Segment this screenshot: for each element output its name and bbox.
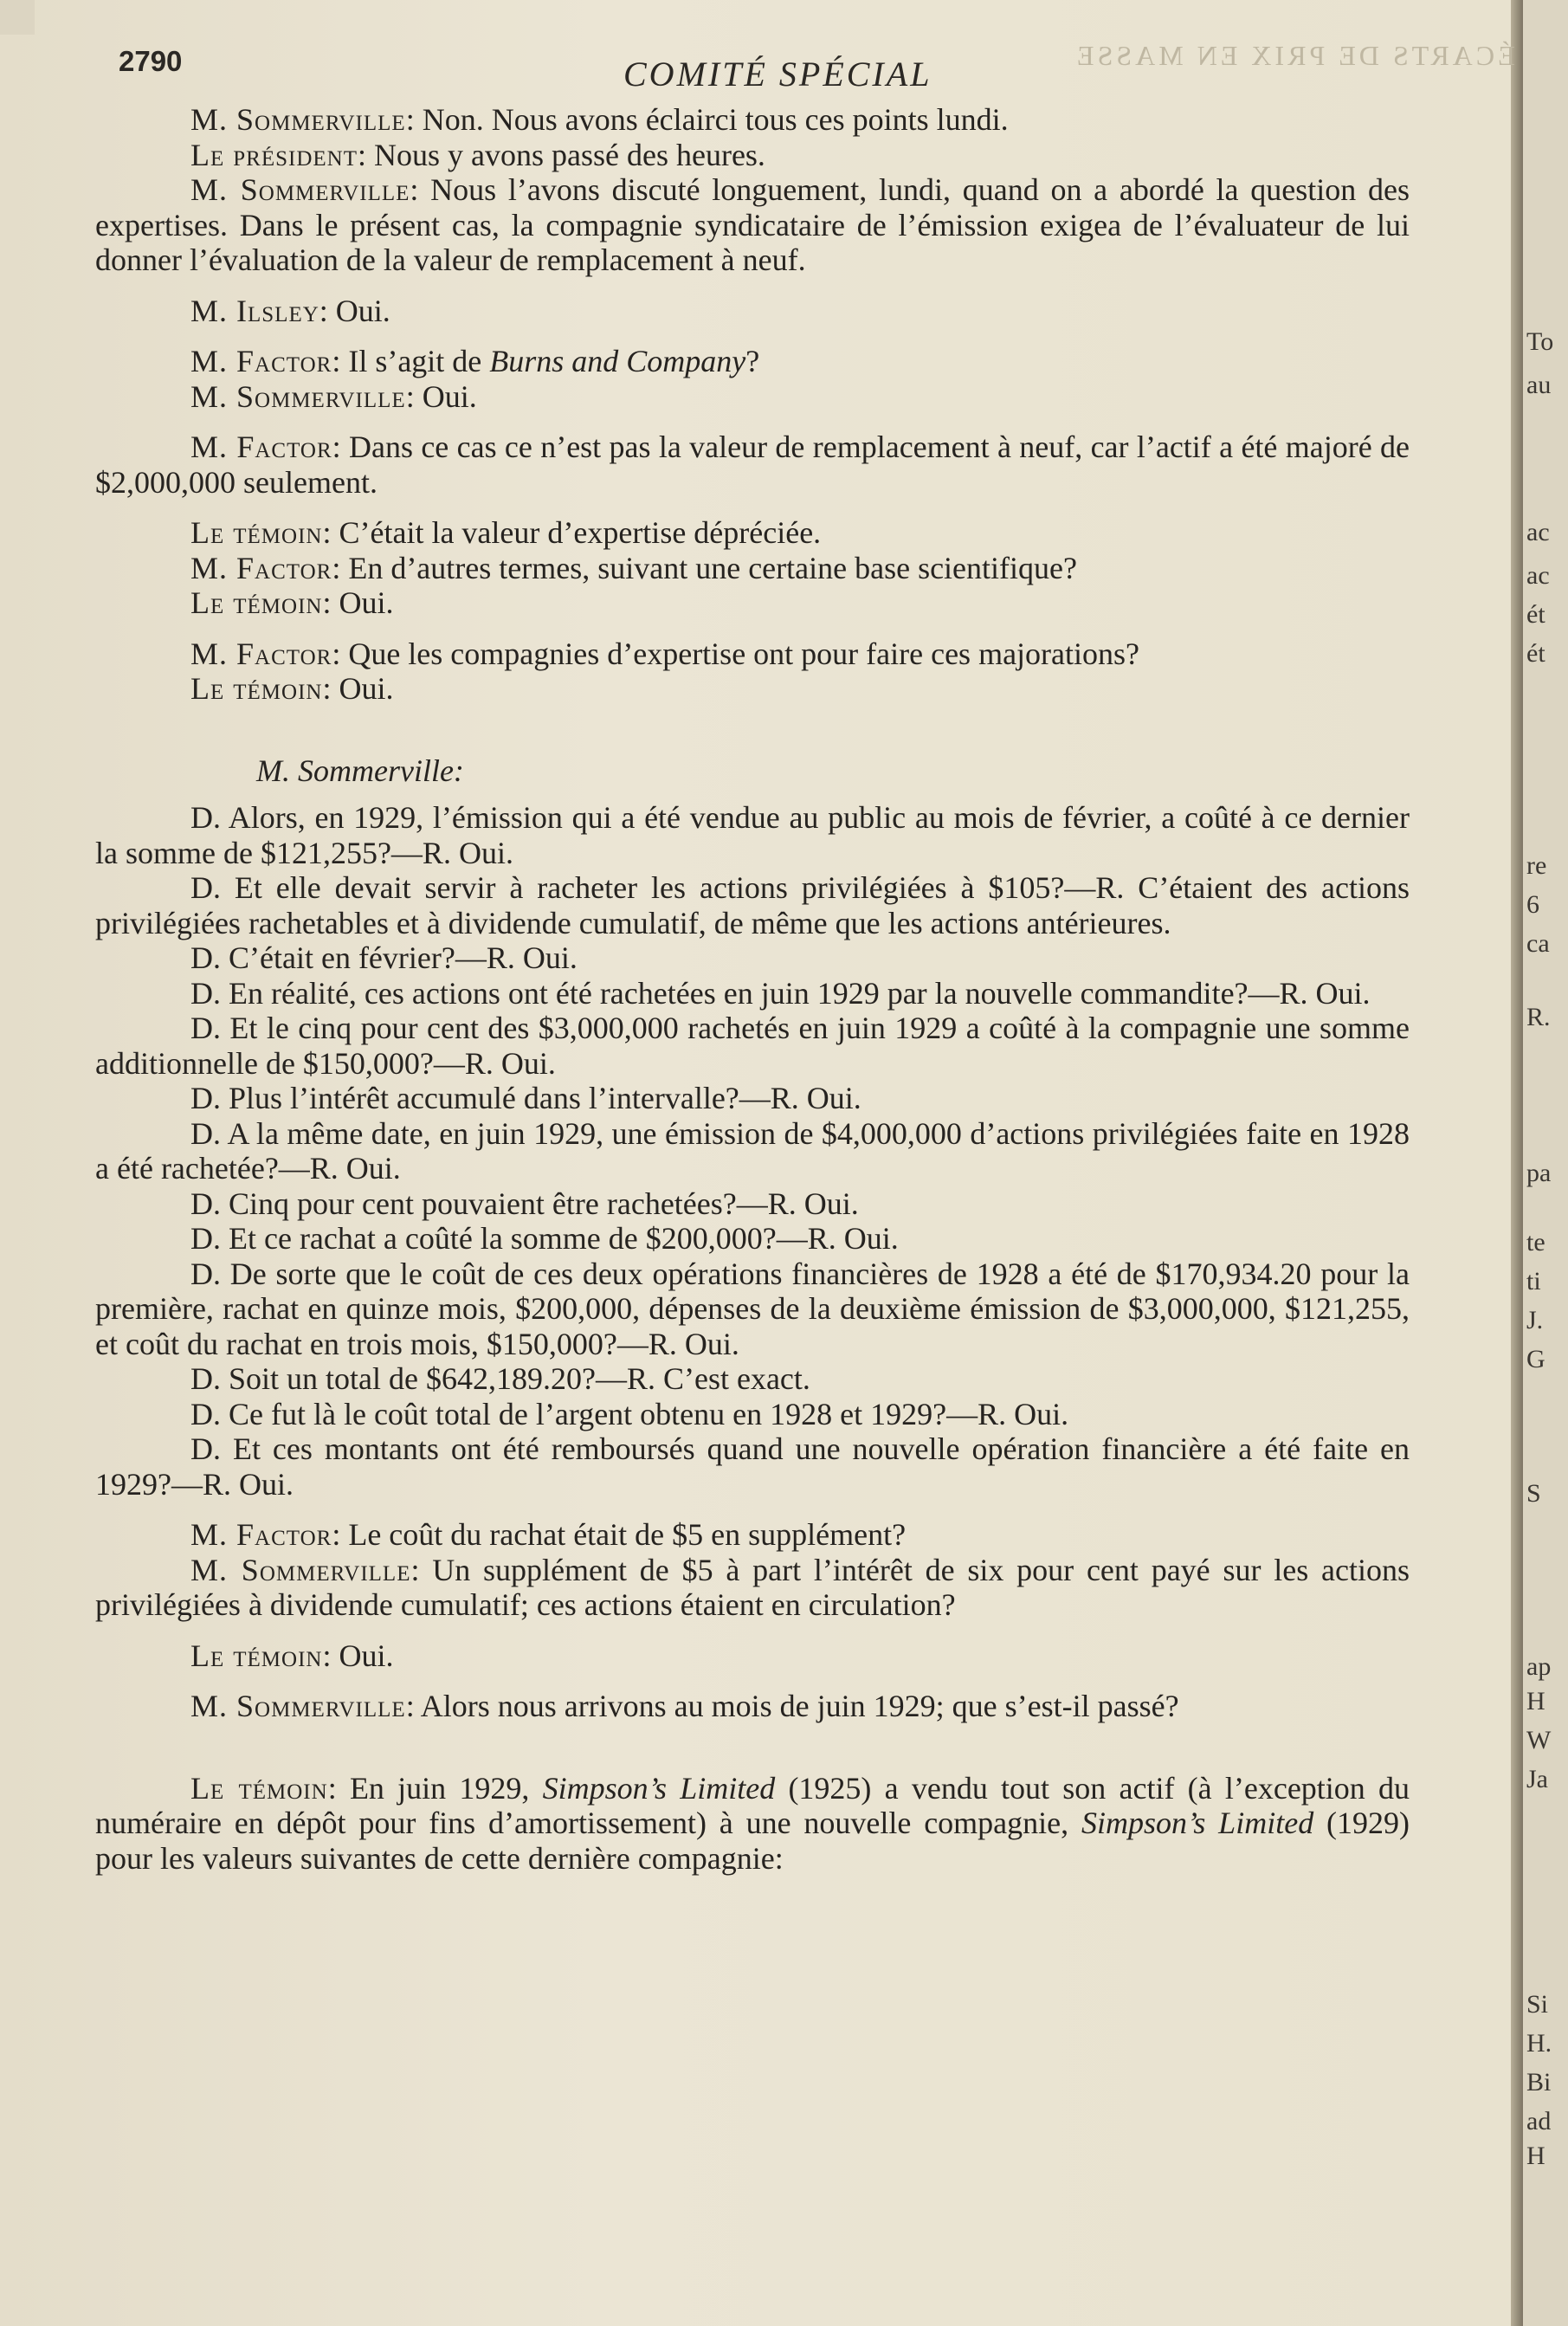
- dialogue-paragraph: M. Sommerville: Non. Nous avons éclairci tous ces points lundi.: [190, 102, 1009, 137]
- facing-page-fragment: ac: [1526, 561, 1550, 590]
- company-name: Simpson’s Limited: [542, 1770, 776, 1806]
- question-answer: D. Alors, en 1929, l’émission qui a été vendue au public au mois de février, a coûté à ce dernier la somme de $121,255?—R. Oui.: [95, 800, 1410, 870]
- facing-page-fragment: 6: [1526, 890, 1539, 919]
- dialogue-paragraph: M. Factor: Dans ce cas ce n’est pas la valeur de remplacement à neuf, car l’actif a été majoré de $2,000,000 seulement.: [95, 430, 1410, 500]
- binding-gutter: [1511, 0, 1523, 2326]
- paragraph-text: Non. Nous avons éclairci tous ces points lundi.: [422, 102, 1009, 137]
- dialogue-paragraph: M. Ilsley: Oui.: [190, 293, 390, 328]
- page-number: 2790: [119, 45, 183, 77]
- dialogue-paragraph: M. Sommerville: Nous l’avons discuté longuement, lundi, quand on a abordé la question des expertises. Dans le présent cas, la compagnie syndicataire de l’émission exigea de l’évaluateur de lui donner l’évaluation de la valeur de remplacement à neuf.: [95, 172, 1410, 277]
- facing-page-fragment: pa: [1526, 1159, 1552, 1187]
- facing-page-fragment: R.: [1526, 1003, 1551, 1031]
- facing-page-fragment: G: [1526, 1345, 1545, 1373]
- speaker-label: M. Factor: [190, 344, 332, 378]
- running-title: COMITÉ SPÉCIAL: [623, 55, 932, 94]
- dialogue-paragraph: Le témoin: Oui.: [190, 671, 394, 706]
- speaker-label: M. Sommerville: [190, 378, 406, 414]
- facing-page-fragment: To: [1526, 327, 1554, 356]
- paragraph-text: Nous y avons passé des heures.: [374, 137, 765, 172]
- speaker-label: Le président: [190, 137, 358, 172]
- speaker-label: Le témoin: [190, 1638, 323, 1673]
- paragraph-text: Le coût du rachat était de $5 en supplément?: [348, 1517, 907, 1552]
- facing-page-fragment: re: [1526, 851, 1547, 880]
- speaker-label: M. Sommerville: [190, 102, 406, 137]
- speaker-label: M. Factor: [190, 1517, 332, 1552]
- question-answer: D. Plus l’intérêt accumulé dans l’intervalle?—R. Oui.: [190, 1081, 861, 1115]
- dialogue-paragraph: Le témoin: Oui.: [190, 1638, 394, 1673]
- dialogue-paragraph: M. Factor: Que les compagnies d’expertise ont pour faire ces majorations?: [190, 636, 1140, 671]
- dialogue-paragraph: M. Sommerville: Alors nous arrivons au mois de juin 1929; que s’est-il passé?: [190, 1689, 1179, 1723]
- paragraph-text: En juin 1929,: [349, 1770, 543, 1806]
- transcript-body: [95, 102, 1410, 1876]
- dialogue-paragraph: M. Factor: Le coût du rachat était de $5 en supplément?: [190, 1517, 907, 1552]
- facing-page-fragment: H.: [1526, 2029, 1552, 2058]
- dialogue-paragraph: Le témoin: En juin 1929, Simpson’s Limited (1925) a vendu tout son actif (à l’exception du numéraire en dépôt pour fins d’amortissement) à une nouvelle compagnie, Simpson’s Limited (1929) pour les valeurs suivantes de cette dernière compagnie:: [95, 1770, 1410, 1876]
- speaker-label: M. Ilsley: [190, 293, 319, 328]
- paragraph-text: Oui.: [339, 671, 394, 706]
- question-answer: D. Et le cinq pour cent des $3,000,000 rachetés en juin 1929 a coûté à la compagnie une somme additionnelle de $150,000?—R. Oui.: [95, 1011, 1410, 1081]
- question-answer: D. Et ces montants ont été remboursés quand une nouvelle opération financière a été faite en 1929?—R. Oui.: [95, 1431, 1410, 1502]
- speaker-label: M. Factor: [190, 430, 332, 464]
- page-corner: [0, 0, 35, 35]
- speaker-label: M. Factor: [190, 636, 332, 671]
- facing-page-fragment: H: [1526, 2142, 1545, 2170]
- paragraph-text: Oui.: [422, 378, 477, 414]
- facing-page-fragment: ap: [1526, 1652, 1552, 1681]
- facing-page-fragment: ad: [1526, 2107, 1552, 2135]
- question-answer: D. A la même date, en juin 1929, une émission de $4,000,000 d’actions privilégiées faite en 1928 a été rachetée?—R. Oui.: [95, 1115, 1410, 1186]
- question-answer: D. Soit un total de $642,189.20?—R. C’est exact.: [190, 1361, 810, 1396]
- speaker-label: Le témoin: [190, 1770, 328, 1806]
- question-answer: D. Ce fut là le coût total de l’argent obtenu en 1928 et 1929?—R. Oui.: [190, 1396, 1069, 1431]
- facing-page-fragment: ét: [1526, 600, 1545, 629]
- speaker-label: Le témoin: [190, 585, 323, 620]
- facing-page-fragment: te: [1526, 1228, 1545, 1257]
- speaker-label: M. Factor: [190, 550, 332, 585]
- paragraph-text: C’était la valeur d’expertise dépréciée.: [339, 515, 822, 550]
- bleed-through-header: ÉCARTS DE PRIX EN MASSE: [1074, 40, 1515, 71]
- paragraph-text: Oui.: [339, 585, 394, 620]
- paragraph-tail: (1929) pour les valeurs suivantes de cette dernière compagnie:: [95, 1806, 1410, 1876]
- question-answer: D. Cinq pour cent pouvaient être rachetées?—R. Oui.: [190, 1186, 859, 1221]
- speaker-label: Le témoin: [190, 515, 323, 550]
- dialogue-paragraph: M. Factor: En d’autres termes, suivant une certaine base scientifique?: [190, 550, 1077, 585]
- speaker-label: M. Sommerville: [190, 1552, 411, 1587]
- facing-page-fragment: W: [1526, 1726, 1552, 1754]
- facing-page-fragment: H: [1526, 1687, 1545, 1715]
- speaker-label: M. Sommerville: [190, 1689, 406, 1723]
- facing-page-fragment: ét: [1526, 639, 1545, 668]
- company-name: Burns and Company: [489, 344, 746, 378]
- paragraph-text: Alors nous arrivons au mois de juin 1929; que s’est-il passé?: [420, 1689, 1179, 1723]
- dialogue-paragraph: M. Sommerville: Oui.: [190, 378, 477, 414]
- dialogue-paragraph: M. Factor: Il s’agit de Burns and Company?: [190, 344, 760, 378]
- paragraph-text: Un supplément de $5 à part l’intérêt de six pour cent payé sur les actions privilégiées à dividende cumulatif; ces actions étaient en circulation?: [95, 1552, 1410, 1622]
- paragraph-text: Que les compagnies d’expertise ont pour faire ces majorations?: [348, 636, 1140, 671]
- speaker-label: Le témoin: [190, 671, 323, 706]
- paragraph-text: Nous l’avons discuté longuement, lundi, quand on a abordé la question des expertises. Dans le présent cas, la compagnie syndicataire de l’émission exigea de l’évaluateur de lui donner l’évaluation de la valeur de remplacement à neuf.: [95, 172, 1410, 277]
- facing-page-fragment: Ja: [1526, 1765, 1548, 1793]
- question-answer: D. Et elle devait servir à racheter les actions privilégiées à $105?—R. C’étaient des actions privilégiées rachetables et à dividende cumulatif, de même que les actions antérieures.: [95, 870, 1410, 940]
- question-answer: D. En réalité, ces actions ont été rachetées en juin 1929 par la nouvelle commandite?—R. Oui.: [190, 975, 1371, 1011]
- question-answer: D. Et ce rachat a coûté la somme de $200,000?—R. Oui.: [190, 1221, 899, 1256]
- question-answer: D. De sorte que le coût de ces deux opérations financières de 1928 a été de $170,934.20 pour la première, rachat en quinze mois, $200,000, dépenses de la deuxième émission de $3,000,000, $121,255, et coût du rachat en trois mois, $150,000?—R. Oui.: [95, 1256, 1410, 1361]
- facing-page-fragment: au: [1526, 371, 1552, 399]
- paragraph-tail: ?: [745, 344, 760, 378]
- paragraph-text: En d’autres termes, suivant une certaine base scientifique?: [348, 550, 1077, 585]
- facing-page-fragment: Bi: [1526, 2068, 1552, 2097]
- speaker-label: M. Sommerville: [190, 172, 410, 207]
- question-answer: D. C’était en février?—R. Oui.: [190, 940, 578, 975]
- facing-page-fragment: ti: [1526, 1267, 1541, 1295]
- examiner-heading: M. Sommerville:: [256, 753, 464, 788]
- paragraph-text: Oui.: [335, 293, 390, 328]
- dialogue-paragraph: Le président: Nous y avons passé des heures.: [190, 137, 765, 172]
- dialogue-paragraph: Le témoin: C’était la valeur d’expertise dépréciée.: [190, 515, 822, 550]
- dialogue-paragraph: Le témoin: Oui.: [190, 585, 394, 620]
- facing-page-fragment: ca: [1526, 929, 1550, 958]
- facing-page-fragment: S: [1526, 1479, 1541, 1508]
- facing-page-fragment: ac: [1526, 518, 1550, 546]
- paragraph-text: Dans ce cas ce n’est pas la valeur de remplacement à neuf, car l’actif a été majoré de $2,000,000 seulement.: [95, 430, 1410, 500]
- paragraph-tail: (1925) a vendu tout son actif (à l’exception du numéraire en dépôt pour fins d’amortissement) à une nouvelle compagnie,: [95, 1770, 1410, 1840]
- facing-page-fragment: Si: [1526, 1990, 1549, 2019]
- facing-page-fragment: J.: [1526, 1306, 1544, 1334]
- company-name: Simpson’s Limited: [1081, 1806, 1314, 1840]
- adjacent-page-edge: [1523, 0, 1568, 2326]
- paragraph-text: Oui.: [339, 1638, 394, 1673]
- paragraph-text: Il s’agit de: [348, 344, 490, 378]
- dialogue-paragraph: M. Sommerville: Un supplément de $5 à part l’intérêt de six pour cent payé sur les actions privilégiées à dividende cumulatif; ces actions étaient en circulation?: [95, 1552, 1410, 1622]
